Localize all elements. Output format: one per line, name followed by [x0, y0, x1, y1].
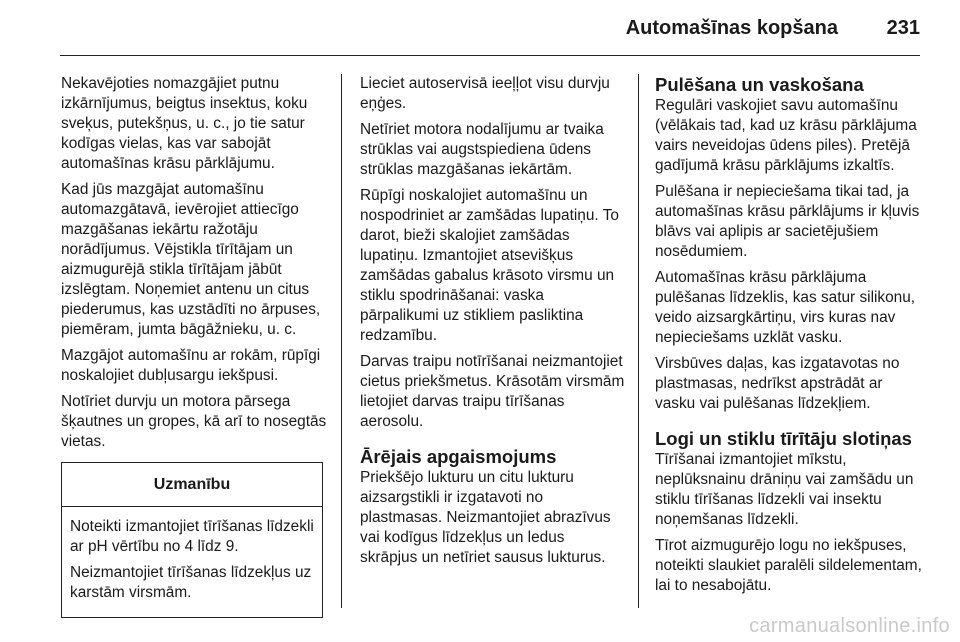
column-2 — [360, 74, 626, 574]
column-1 — [61, 74, 329, 618]
column-divider — [341, 74, 342, 608]
watermark-text: carmanualsonline.info — [749, 615, 950, 637]
section-heading-windows-wipers: Logi un stiklu tīrītāju slotiņas — [655, 428, 912, 449]
page-header — [60, 0, 920, 55]
paragraph: Kad jūs mazgājat automašīnu automazgātavā, ievērojiet attiecīgo mazgāšanas iekārtu ražotāju norādījumus. Vējstikla tīrītājam un aizmugurējā stikla tīrītājam jābūt izslēgtam. Noņemiet antenu un citus piederumus, kas uzstādīti no ārpuses, piemēram, jumta bāgāžnieku, u. c. — [61, 181, 321, 338]
chapter-title: Automašīnas kopšana — [625, 17, 838, 39]
paragraph: Virsbūves daļas, kas izgatavotas no plastmasas, nedrīkst apstrādāt ar vasku vai pulēšanas līdzekļiem. — [655, 355, 900, 412]
paragraph: Darvas traipu notīrīšanai neizmantojiet cietus priekšmetus. Krāsotām virsmām lietojiet darvas traipu tīrīšanas aerosolu. — [360, 353, 625, 430]
paragraph: Lieciet autoservisā ieeļļot visu durvju eņģes. — [360, 75, 610, 112]
paragraph: Pulēšana ir nepieciešama tikai tad, ja automašīnas krāsu pārklājums ir kļuvis blāvs vai aplipis ar sacietējušiem nosēdumiem. — [655, 183, 920, 260]
paragraph: Rūpīgi noskalojiet automašīnu un nospodriniet ar zamšādas lupatiņu. To darot, bieži skalojiet zamšādas lupatiņu. Izmantojiet atsevišķus zamšādas gabalus krāsoto virsmu un stiklu spodrināšanai: vaska pārpalikumi uz stikliem pasliktina redzamību. — [360, 187, 619, 344]
paragraph: Nekavējoties nomazgājiet putnu izkārnījumus, beigtus insektus, koku sveķus, putekšņus, u. c., jo tie satur kodīgas vielas, kas var sabojāt automašīnas krāsu pārklājumu. — [61, 75, 308, 172]
paragraph: Netīriet motora nodalījumu ar tvaika strūklas vai augstspiediena ūdens strūklas mazgāšanas iekārtām. — [360, 121, 604, 178]
section-heading-exterior-lights: Ārējais apgaismojums — [360, 446, 557, 467]
section-heading-polishing: Pulēšana un vaskošana — [655, 74, 864, 95]
caution-body — [62, 507, 322, 617]
paragraph: Tīrot aizmugurējo logu no iekšpuses, noteikti slaukiet paralēli sildelementam, lai to nesabojātu. — [655, 537, 922, 594]
header-divider — [60, 55, 920, 56]
paragraph: Tīrīšanai izmantojiet mīkstu, neplūksnainu drāniņu vai zamšādu un stiklu tīrīšanas līdzekli vai insektu noņemšanas līdzekli. — [655, 451, 914, 528]
paragraph: Regulāri vaskojiet savu automašīnu (vēlākais tad, kad uz krāsu pārklājuma vairs neveidojas ūdens piles). Pretējā gadījumā krāsu pārklājums izkaltīs. — [655, 97, 917, 174]
column-divider — [638, 74, 639, 608]
paragraph: Automašīnas krāsu pārklājuma pulēšanas līdzeklis, kas satur silikonu, veido aizsargkārtiņu, virs kuras nav nepieciešams uzklāt vasku. — [655, 269, 916, 346]
caution-paragraph: Noteikti izmantojiet tīrīšanas līdzekli ar pH vērtību no 4 līdz 9. — [70, 518, 314, 555]
paragraph: Notīriet durvju un motora pārsega šķautnes un gropes, kā arī to nosegtās vietas. — [61, 393, 327, 450]
caution-title: Uzmanību — [62, 463, 322, 507]
column-3 — [655, 74, 925, 602]
paragraph: Mazgājot automašīnu ar rokām, rūpīgi noskalojiet dubļusargu iekšpusi. — [61, 347, 321, 384]
paragraph: Priekšējo lukturu un citu lukturu aizsargstikli ir izgatavoti no plastmasas. Neizmantojiet abrazīvus vai kodīgus līdzekļus un ledus skrāpjus un netīriet sausus lukturus. — [360, 469, 611, 566]
caution-box — [61, 462, 323, 618]
page-number: 231 — [886, 17, 920, 39]
caution-paragraph: Neizmantojiet tīrīšanas līdzekļus uz karstām virsmām. — [70, 564, 312, 601]
